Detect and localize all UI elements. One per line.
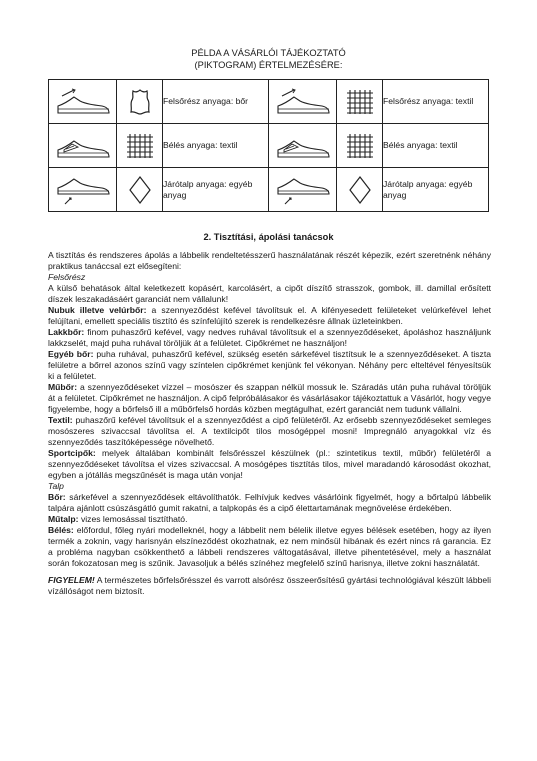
lining-material-label-left: Bélés anyaga: textil <box>163 124 269 168</box>
sport-shoes-label: Sportcipők: <box>48 448 96 458</box>
synthetic-leather-label: Műbőr: <box>48 382 78 392</box>
table-row <box>49 80 489 124</box>
table-row <box>49 168 489 212</box>
synthetic-sole-paragraph: Műtalp: vizes lemosással tisztítható. <box>48 514 188 524</box>
section-title: 2. Tisztítási, ápolási tanácsok <box>203 232 334 242</box>
textile-grid-icon <box>117 124 162 167</box>
lining-material-label-right: Bélés anyaga: textil <box>383 124 489 168</box>
upper-heading: Felsőrész <box>48 272 86 282</box>
textile-grid-icon <box>337 124 382 167</box>
diamond-other-icon <box>337 168 382 211</box>
synthetic-sole-label: Műtalp: <box>48 514 79 524</box>
diamond-other-icon <box>117 168 162 211</box>
shoe-lining-icon <box>49 124 116 167</box>
sole-material-label-left: Járótalp anyaga: egyéb anyag <box>163 168 269 212</box>
nubuk-paragraph: Nubuk illetve velúrbőr: a szennyeződést kefével távolítsuk el. A kifényesedett felületeket velúrkefével lehet felújítani, emellett speciális tisztító és színfelújító szerek is rendelkezésre állnak üzleteinkben. <box>48 305 491 326</box>
other-leather-paragraph: Egyéb bőr: puha ruhával, puhaszőrű kefével, szükség esetén sárkefével tisztítsuk le a szennyeződéseket. A tiszta felületre a bőrrel azonos színű vagy színtelen cipőkrémet kenjünk fel vékonyan. Néhány perc elteltével fényesítsük ki a felületet. <box>48 349 492 381</box>
synthetic-leather-paragraph: Műbőr: a szennyeződéseket vízzel – mosószer és szappan nélkül mossuk le. Száradás után puha ruhával töröljük át a felületet. Cipőkrémet ne használjon. A cipő felpróbálásakor és vásárlásakor tájékoztattuk a Vásárlót, hogy vegye figyelembe, hogy a bőrfelső ill a műbőrfelső hordás közben megtágulhat, ezért garanciát nem tudunk vállalni. <box>48 382 491 414</box>
leather-sole-label: Bőr: <box>48 492 66 502</box>
lining-label: Bélés: <box>48 525 74 535</box>
shoe-upper-icon <box>269 80 336 123</box>
shoe-lining-icon <box>269 124 336 167</box>
other-leather-label: Egyéb bőr: <box>48 349 94 359</box>
patent-leather-label: Lakkbőr: <box>48 327 85 337</box>
table-row <box>49 124 489 168</box>
textile-paragraph: Textil: puhaszőrű kefével távolítsuk el a szennyeződést a cipő felületéről. Az erősebb szennyeződéseket semleges mosószeres szivaccsal távolítsa el. A textilcipőt tilos mosógéppel mosni! Impregnáló anyagokkal víz és szennyeződés taszítóképessége növelhető. <box>48 415 491 447</box>
textile-grid-icon <box>337 80 382 123</box>
nubuk-label: Nubuk illetve velúrbőr: <box>48 305 147 315</box>
upper-material-label-left: Felsőrész anyaga: bőr <box>163 80 269 124</box>
shoe-sole-icon <box>269 168 336 211</box>
warning-paragraph: FIGYELEM! A természetes bőrfelsőrésszel és varrott alsórész összeerősítésű gyártási technológiával készült lábbeli vízállóságot nem biztosít. <box>48 575 491 596</box>
sole-heading: Talp <box>48 481 64 491</box>
leather-sole-paragraph: Bőr: sárkefével a szennyeződések eltávolíthatók. Felhívjuk kedves vásárlóink figyelmét, hogy a bőrtalpú lábbelik talpára ajánlott csúszásgátló gumit rakatni, a talpkopás és a cipő élettartamának megnövelése érdekében. <box>48 492 491 513</box>
upper-paragraph: A külső behatások által keletkezett kopásért, karcolásért, a cipőt díszítő strasszok, gombok, ill. damillal erősített díszek leszakadásáért garanciát nem vállalunk! <box>48 283 491 304</box>
textile-label: Textil: <box>48 415 73 425</box>
page-title-line2: (PIKTOGRAM) ÉRTELMEZÉSÉRE: <box>194 60 343 70</box>
intro-paragraph: A tisztítás és rendszeres ápolás a lábbelik rendeltetésszerű használatának részét képezik, ezért szeretnénk néhány praktikus tanáccsal ezt elősegíteni: <box>48 250 491 271</box>
patent-leather-paragraph: Lakkbőr: finom puhaszőrű kefével, vagy nedves ruhával távolítsuk el a szennyeződéseket, ápoláshoz használjunk lakkzselét, majd puha ruhával töröljük át a felületet. Cipőkrémet ne használjon! <box>48 327 491 348</box>
lining-paragraph: Bélés: előfordul, főleg nyári modelleknél, hogy a lábbelit nem bélelik illetve egyes bélések esetében, hogy az ilyen termék a zoknin, vagy harisnyán elszíneződést okozhatnak, ez nem minősül hibának és ezért nincs rá garancia. Ez a probléma nagyban csökkenthető a lábbeli rendszeres váltogatásával, illetve pihentetésével, mely a használat során fokozatosan meg is szűnik. Javasoljuk a bélés színéhez megfelelő színű harisnya, illetve zokni használatát. <box>48 525 491 568</box>
upper-material-label-right: Felsőrész anyaga: textil <box>383 80 489 124</box>
leather-hide-icon <box>117 80 162 123</box>
page-title-line1: PÉLDA A VÁSÁRLÓI TÁJÉKOZTATÓ <box>191 48 346 58</box>
sport-shoes-paragraph: Sportcipők: melyek általában kombinált felsőrésszel készülnek (pl.: szintetikus textil, műbőr) felületéről a szennyeződéseket távolítsa el vizes szivaccsal. A mosógépes tisztítás tilos, mivel maradandó károsodást okozhat, egyben a jótállás megszűnését is maga után vonja! <box>48 448 491 480</box>
shoe-sole-icon <box>49 168 116 211</box>
shoe-upper-icon <box>49 80 116 123</box>
sole-material-label-right: Járótalp anyaga: egyéb anyag <box>383 168 489 212</box>
care-instructions <box>48 250 491 597</box>
warning-label: FIGYELEM! <box>48 575 95 585</box>
pictogram-table <box>48 79 489 212</box>
